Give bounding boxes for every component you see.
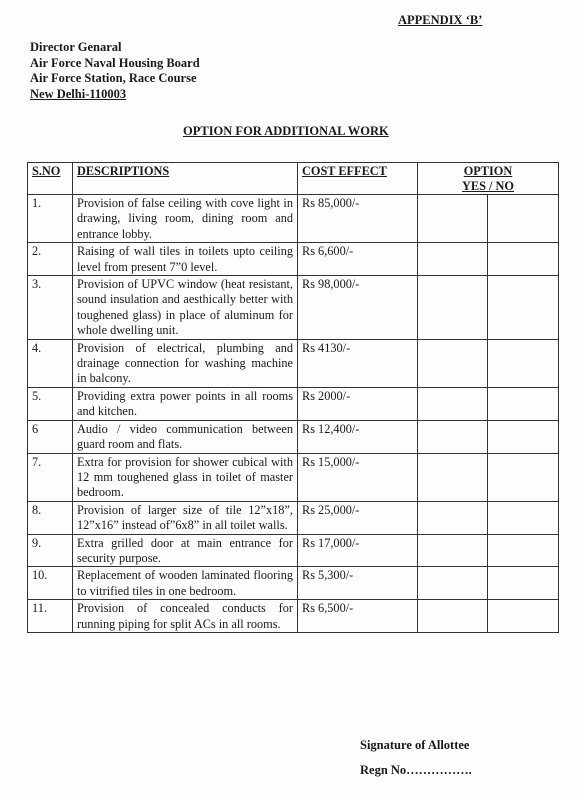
appendix-label: APPENDIX ‘B’ [398,13,483,27]
row-cost: Rs 85,000/- [298,195,418,243]
row-description: Provision of electrical, plumbing and drainage connection for washing machine in balcony. [73,339,298,387]
row-sno: 9. [28,534,73,567]
row-description: Provision of false ceiling with cove light in drawing, living room, dining room and entrance lobby. [73,195,298,243]
row-description: Extra grilled door at main entrance for security purpose. [73,534,298,567]
table-header-row [28,163,559,195]
row-sno: 5. [28,387,73,420]
row-cost: Rs 15,000/- [298,453,418,501]
table-row [28,387,559,420]
row-description: Raising of wall tiles in toilets upto ceiling level from present 7”0 level. [73,243,298,276]
option-yes-cell[interactable] [418,534,488,567]
header-option-label: OPTION [463,164,513,178]
option-no-cell[interactable] [488,534,559,567]
additional-work-table [27,162,559,633]
row-sno: 8. [28,501,73,534]
table-row [28,453,559,501]
header-yes-no-label: YES / NO [462,179,514,193]
row-cost: Rs 17,000/- [298,534,418,567]
signature-label: Signature of Allottee [360,738,470,752]
option-no-cell[interactable] [488,567,559,600]
address-line-3: Air Force Station, Race Course [30,71,197,85]
row-sno: 4. [28,339,73,387]
option-yes-cell[interactable] [418,339,488,387]
row-cost: Rs 98,000/- [298,276,418,340]
option-yes-cell[interactable] [418,501,488,534]
option-yes-cell[interactable] [418,420,488,453]
address-line-4: New Delhi-110003 [30,86,127,101]
option-no-cell[interactable] [488,276,559,340]
option-yes-cell[interactable] [418,600,488,633]
option-no-cell[interactable] [488,600,559,633]
option-yes-cell[interactable] [418,453,488,501]
option-no-cell[interactable] [488,243,559,276]
row-cost: Rs 6,500/- [298,600,418,633]
row-cost: Rs 2000/- [298,387,418,420]
row-cost: Rs 12,400/- [298,420,418,453]
row-sno: 11. [28,600,73,633]
table-row [28,534,559,567]
page-title: OPTION FOR ADDITIONAL WORK [183,124,389,138]
header-descriptions: DESCRIPTIONS [73,163,298,195]
row-description: Replacement of wooden laminated flooring to vitrified tiles in one bedroom. [73,567,298,600]
row-sno: 1. [28,195,73,243]
option-yes-cell[interactable] [418,567,488,600]
table-row [28,339,559,387]
row-sno: 6 [28,420,73,453]
row-sno: 10. [28,567,73,600]
option-no-cell[interactable] [488,195,559,243]
address-line-2: Air Force Naval Housing Board [30,55,200,70]
option-yes-cell[interactable] [418,195,488,243]
header-cost: COST EFFECT [298,163,418,195]
row-cost: Rs 6,600/- [298,243,418,276]
header-option [418,163,559,195]
address-block [30,40,200,102]
table-row [28,243,559,276]
row-cost: Rs 4130/- [298,339,418,387]
option-no-cell[interactable] [488,501,559,534]
option-yes-cell[interactable] [418,387,488,420]
row-cost: Rs 25,000/- [298,501,418,534]
row-description: Audio / video communication between guard room and flats. [73,420,298,453]
table-row [28,276,559,340]
table-row [28,420,559,453]
row-sno: 7. [28,453,73,501]
row-cost: Rs 5,300/- [298,567,418,600]
row-description: Provision of UPVC window (heat resistant, sound insulation and aesthically better with toughened glass) in place of aluminum for whole dwelling unit. [73,276,298,340]
table-row [28,600,559,633]
header-sno: S.NO [28,163,73,195]
option-no-cell[interactable] [488,387,559,420]
row-description: Providing extra power points in all rooms and kitchen. [73,387,298,420]
table-row [28,567,559,600]
registration-number-field: Regn No……………. [360,763,472,777]
option-yes-cell[interactable] [418,243,488,276]
address-line-1: Director Genaral [30,40,122,54]
option-no-cell[interactable] [488,339,559,387]
row-sno: 3. [28,276,73,340]
row-description: Provision of concealed conducts for running piping for split ACs in all rooms. [73,600,298,633]
option-yes-cell[interactable] [418,276,488,340]
option-no-cell[interactable] [488,420,559,453]
row-description: Extra for provision for shower cubical with 12 mm toughened glass in toilet of master bedroom. [73,453,298,501]
table-row [28,501,559,534]
row-sno: 2. [28,243,73,276]
option-no-cell[interactable] [488,453,559,501]
table-row [28,195,559,243]
row-description: Provision of larger size of tile 12”x18”, 12”x16” instead of”6x8” in all toilet walls. [73,501,298,534]
